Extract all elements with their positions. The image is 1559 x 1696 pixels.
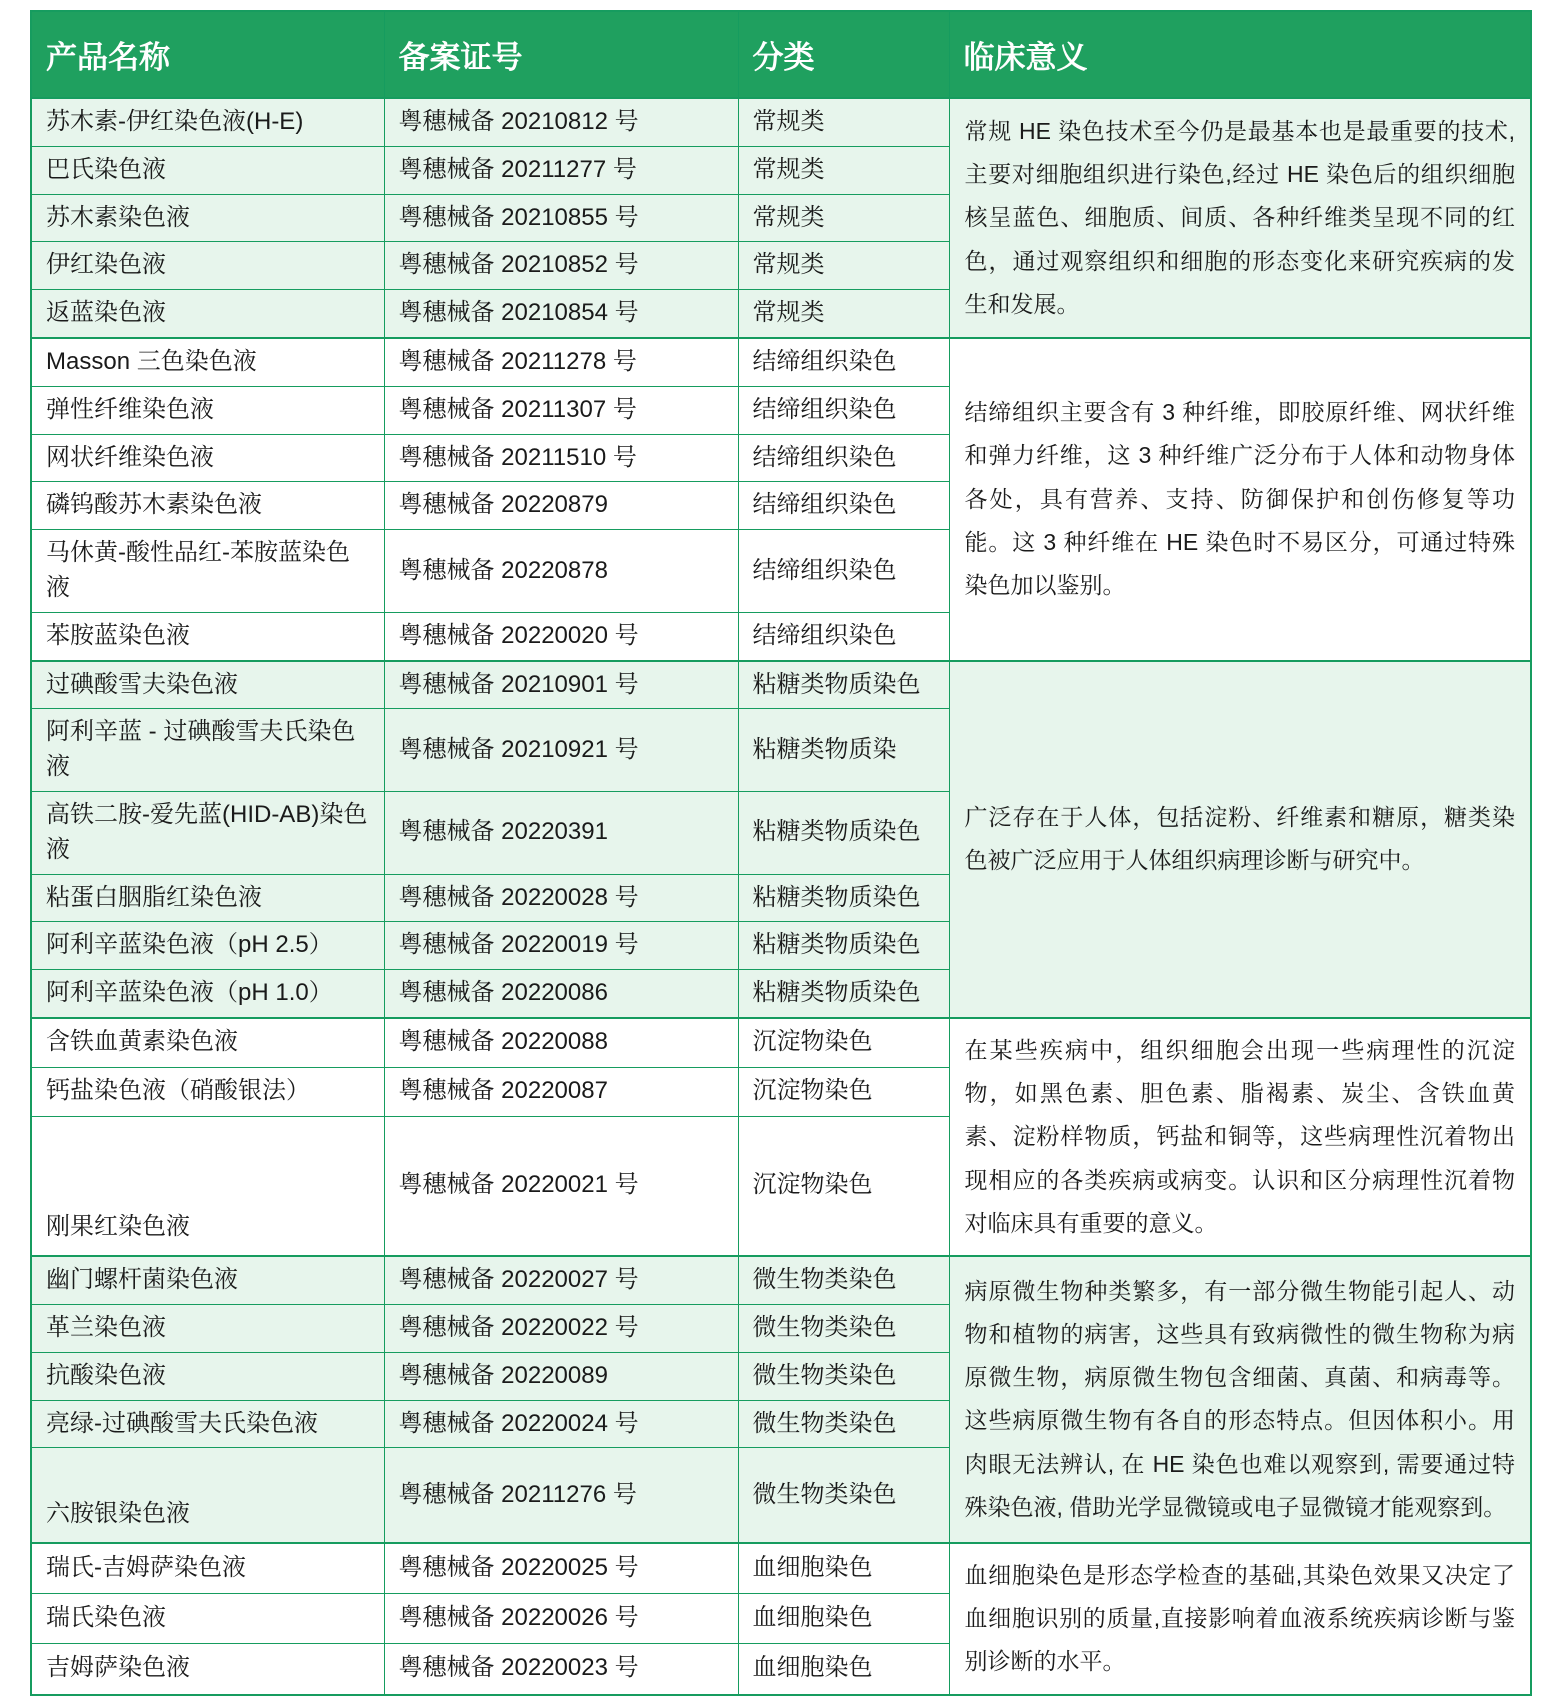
product-name-cell: 磷钨酸苏木素染色液	[31, 482, 384, 530]
cert-cell: 粤穗械备 20220019 号	[384, 922, 738, 970]
product-name-cell: 阿利辛蓝染色液（pH 1.0）	[31, 970, 384, 1018]
category-cell: 结缔组织染色	[738, 386, 949, 434]
category-cell: 粘糖类物质染	[738, 709, 949, 792]
clinical-cell: 血细胞染色是形态学检查的基础,其染色效果又决定了血细胞识别的质量,直接影响着血液系统疾病诊断与鉴别诊断的水平。	[949, 1543, 1531, 1695]
category-cell: 粘糖类物质染色	[738, 661, 949, 709]
category-cell: 常规类	[738, 290, 949, 338]
category-cell: 沉淀物染色	[738, 1116, 949, 1256]
cert-cell: 粤穗械备 20220028 号	[384, 874, 738, 922]
category-cell: 血细胞染色	[738, 1594, 949, 1644]
cert-cell: 粤穗械备 20220087	[384, 1067, 738, 1116]
cert-cell: 粤穗械备 20211276 号	[384, 1448, 738, 1543]
cert-cell: 粤穗械备 20220026 号	[384, 1594, 738, 1644]
category-cell: 常规类	[738, 146, 949, 194]
product-name-cell: 马休黄-酸性品红-苯胺蓝染色液	[31, 530, 384, 613]
table-row	[31, 1256, 1531, 1304]
cert-cell: 粤穗械备 20211278 号	[384, 338, 738, 386]
table-row	[31, 98, 1531, 146]
clinical-cell: 在某些疾病中，组织细胞会出现一些病理性的沉淀物，如黑色素、胆色素、脂褐素、炭尘、含铁血黄素、淀粉样物质，钙盐和铜等，这些病理性沉着物出现相应的各类疾病或病变。认识和区分病理性沉着物对临床具有重要的意义。	[949, 1018, 1531, 1256]
category-cell: 血细胞染色	[738, 1543, 949, 1594]
table-row	[31, 1543, 1531, 1594]
category-cell: 沉淀物染色	[738, 1067, 949, 1116]
category-cell: 微生物类染色	[738, 1400, 949, 1448]
product-name-cell: 刚果红染色液	[31, 1116, 384, 1256]
cert-cell: 粤穗械备 20211510 号	[384, 434, 738, 482]
category-cell: 微生物类染色	[738, 1352, 949, 1400]
cert-cell: 粤穗械备 20210901 号	[384, 661, 738, 709]
product-name-cell: 苏木素染色液	[31, 194, 384, 242]
product-name-cell: 抗酸染色液	[31, 1352, 384, 1400]
cert-cell: 粤穗械备 20220878	[384, 530, 738, 613]
cert-cell: 粤穗械备 20220086	[384, 970, 738, 1018]
cert-cell: 粤穗械备 20210854 号	[384, 290, 738, 338]
cert-cell: 粤穗械备 20220023 号	[384, 1644, 738, 1695]
cert-cell: 粤穗械备 20220024 号	[384, 1400, 738, 1448]
cert-cell: 粤穗械备 20210812 号	[384, 98, 738, 146]
category-cell: 常规类	[738, 98, 949, 146]
cert-cell: 粤穗械备 20220089	[384, 1352, 738, 1400]
product-name-cell: 巴氏染色液	[31, 146, 384, 194]
cert-cell: 粤穗械备 20220025 号	[384, 1543, 738, 1594]
cert-cell: 粤穗械备 20220020 号	[384, 612, 738, 660]
product-name-cell: 伊红染色液	[31, 242, 384, 290]
col-header-cert-number: 备案证号	[384, 11, 738, 98]
category-cell: 粘糖类物质染色	[738, 874, 949, 922]
col-header-category: 分类	[738, 11, 949, 98]
category-cell: 沉淀物染色	[738, 1018, 949, 1067]
product-name-cell: 革兰染色液	[31, 1304, 384, 1352]
category-cell: 结缔组织染色	[738, 612, 949, 660]
category-cell: 血细胞染色	[738, 1644, 949, 1695]
cert-cell: 粤穗械备 20220027 号	[384, 1256, 738, 1304]
category-cell: 结缔组织染色	[738, 482, 949, 530]
category-cell: 常规类	[738, 242, 949, 290]
product-name-cell: 粘蛋白胭脂红染色液	[31, 874, 384, 922]
product-name-cell: 高铁二胺-爱先蓝(HID-AB)染色液	[31, 791, 384, 874]
col-header-product-name: 产品名称	[31, 11, 384, 98]
table-row	[31, 661, 1531, 709]
cert-cell: 粤穗械备 20211277 号	[384, 146, 738, 194]
cert-cell: 粤穗械备 20220391	[384, 791, 738, 874]
product-name-cell: 幽门螺杆菌染色液	[31, 1256, 384, 1304]
product-name-cell: 瑞氏染色液	[31, 1594, 384, 1644]
header-row	[31, 11, 1531, 98]
products-table	[30, 10, 1532, 1696]
product-name-cell: 亮绿-过碘酸雪夫氏染色液	[31, 1400, 384, 1448]
clinical-cell: 病原微生物种类繁多，有一部分微生物能引起人、动物和植物的病害，这些具有致病微性的微生物称为病原微生物，病原微生物包含细菌、真菌、和病毒等。这些病原微生物有各自的形态特点。但因体积小。用肉眼无法辨认, 在 HE 染色也难以观察到, 需要通过特殊染色液, 借助光学显微镜或电子显微镜才能观察到。	[949, 1256, 1531, 1543]
product-name-cell: 六胺银染色液	[31, 1448, 384, 1543]
category-cell: 粘糖类物质染色	[738, 791, 949, 874]
clinical-cell: 常规 HE 染色技术至今仍是最基本也是最重要的技术,主要对细胞组织进行染色,经过 HE 染色后的组织细胞核呈蓝色、细胞质、间质、各种纤维类呈现不同的红色，通过观察组织和细胞的形态变化来研究疾病的发生和发展。	[949, 98, 1531, 338]
category-cell: 微生物类染色	[738, 1448, 949, 1543]
category-cell: 粘糖类物质染色	[738, 970, 949, 1018]
product-name-cell: 返蓝染色液	[31, 290, 384, 338]
category-cell: 常规类	[738, 194, 949, 242]
product-name-cell: 阿利辛蓝染色液（pH 2.5）	[31, 922, 384, 970]
product-name-cell: 瑞氏-吉姆萨染色液	[31, 1543, 384, 1594]
clinical-cell: 广泛存在于人体，包括淀粉、纤维素和糖原，糖类染色被广泛应用于人体组织病理诊断与研究中。	[949, 661, 1531, 1018]
category-cell: 结缔组织染色	[738, 530, 949, 613]
category-cell: 微生物类染色	[738, 1304, 949, 1352]
product-name-cell: Masson 三色染色液	[31, 338, 384, 386]
cert-cell: 粤穗械备 20210921 号	[384, 709, 738, 792]
product-name-cell: 含铁血黄素染色液	[31, 1018, 384, 1067]
cert-cell: 粤穗械备 20210852 号	[384, 242, 738, 290]
category-cell: 微生物类染色	[738, 1256, 949, 1304]
product-name-cell: 钙盐染色液（硝酸银法）	[31, 1067, 384, 1116]
cert-cell: 粤穗械备 20210855 号	[384, 194, 738, 242]
product-name-cell: 过碘酸雪夫染色液	[31, 661, 384, 709]
product-name-cell: 苏木素-伊红染色液(H-E)	[31, 98, 384, 146]
col-header-clinical-significance: 临床意义	[949, 11, 1531, 98]
table-row	[31, 338, 1531, 386]
cert-cell: 粤穗械备 20220022 号	[384, 1304, 738, 1352]
category-cell: 结缔组织染色	[738, 434, 949, 482]
product-name-cell: 阿利辛蓝 - 过碘酸雪夫氏染色液	[31, 709, 384, 792]
category-cell: 粘糖类物质染色	[738, 922, 949, 970]
cert-cell: 粤穗械备 20211307 号	[384, 386, 738, 434]
product-name-cell: 网状纤维染色液	[31, 434, 384, 482]
cert-cell: 粤穗械备 20220879	[384, 482, 738, 530]
clinical-cell: 结缔组织主要含有 3 种纤维，即胶原纤维、网状纤维和弹力纤维，这 3 种纤维广泛分布于人体和动物身体各处，具有营养、支持、防御保护和创伤修复等功能。这 3 种纤维在 HE 染色时不易区分，可通过特殊染色加以鉴别。	[949, 338, 1531, 661]
category-cell: 结缔组织染色	[738, 338, 949, 386]
product-name-cell: 弹性纤维染色液	[31, 386, 384, 434]
product-name-cell: 苯胺蓝染色液	[31, 612, 384, 660]
product-name-cell: 吉姆萨染色液	[31, 1644, 384, 1695]
cert-cell: 粤穗械备 20220021 号	[384, 1116, 738, 1256]
table-row	[31, 1018, 1531, 1067]
cert-cell: 粤穗械备 20220088	[384, 1018, 738, 1067]
